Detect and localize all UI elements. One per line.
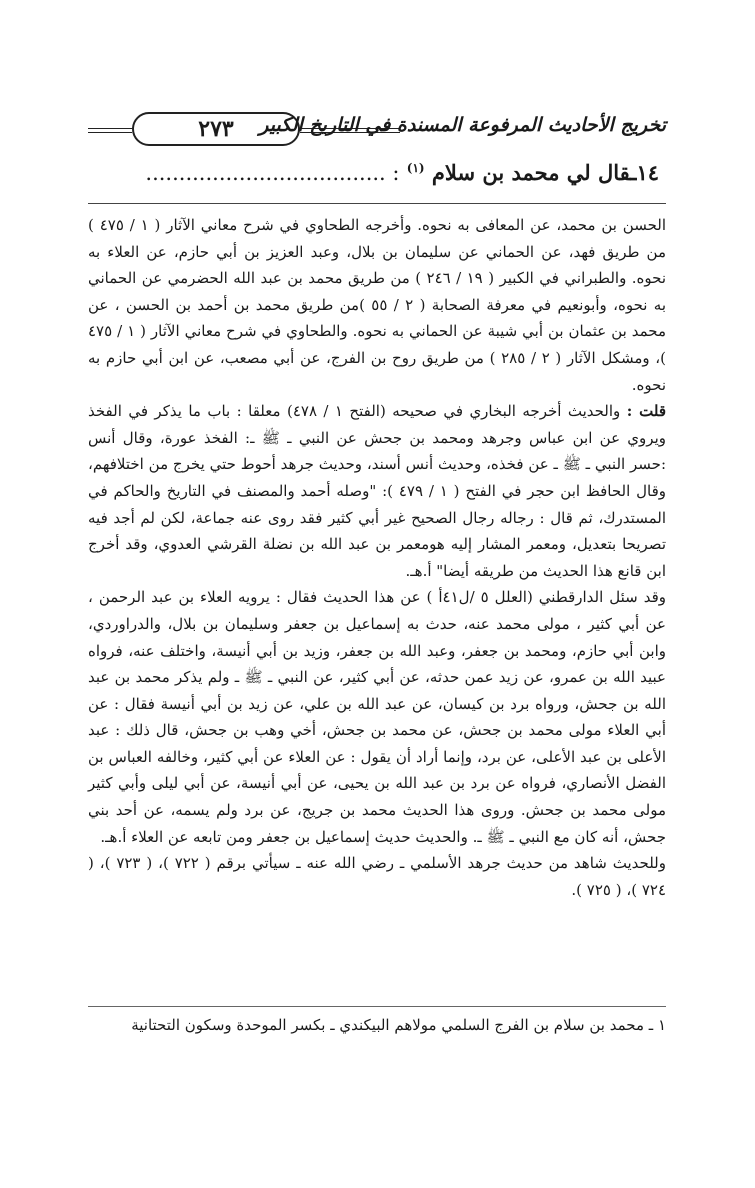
takhrij-body xyxy=(88,212,666,903)
paragraph-3: وقد سئل الدارقطني (العلل ٥ /ل٤١أ ) عن هذا الحديث فقال : يرويه العلاء بن عبد الرحمن ، عن أبي كثير ، مولى محمد عنه، حدث به إسماعيل بن جعفر وسليمان بن بلال، والدراوردي، وابن أبي حازم، ومحمد بن جعفر، وعبد الله بن جعفر، وزيد بن أبي أنيسة، واختلف عنه، فرواه عبيد الله بن عمرو، عن زيد عمن حدثه، عن أبي كثير، عن النبي ـ ﷺ ـ ولم يذكر محمد بن عبد الله بن جحش، ورواه برد بن كيسان، عن عبد الله بن علي، عن زيد بن أبي أنيسة فقال : عن أبي العلاء مولى محمد بن جحش، عن محمد بن جحش، أخي وهب بن جحش، قال ذلك : عبد الأعلى بن عبد الأعلى، عن برد، وإنما أراد أن يقول : عن العلاء عن أبي كثير، وخالفه العباس بن الفضل الأنصاري، فرواه عن برد بن عبد الله بن يحيى، عن أبي أنيسة، عن أبي ليلى وأبي كثير مولى محمد بن جحش. وروى هذا الحديث محمد بن جريج، عن برد ولم يسمه، عن أحد بني جحش، أنه كان مع النبي ـ ﷺ ـ. والحديث حديث إسماعيل بن جعفر ومن تابعه عن العلاء أ.هـ. xyxy=(88,588,666,846)
page-number: ٢٧٣ xyxy=(132,112,300,146)
heading-divider xyxy=(88,203,666,204)
book-title: تخريج الأحاديث المرفوعة المسندة في التاريخ الكبير xyxy=(259,114,666,136)
hadith-heading-text: ١٤ـقال لي محمد بن سلام xyxy=(431,160,659,185)
paragraph-2-text: والحديث أخرجه البخاري في صحيحه (الفتح ١ / ٤٧٨) معلقا : باب ما يذكر في الفخذ ويروي عن ابن عباس وجرهد ومحمد بن جحش عن النبي ـ ﷺ ـ: الفخذ عورة، وقال أنس :حسر النبي ـ ﷺ ـ عن فخذه، وحديث أنس أسند، وحديث جرهد أحوط حتي يخرج من اختلافهم، وقال الحافظ ابن حجر في الفتح ( ١ / ٤٧٩ ): "وصله أحمد والمصنف في التاريخ والحاكم في المستدرك، ثم قال : رجاله رجال الصحيح غير أبي كثير فقد روى عنه جماعة، لكن لم أجد فيه تصريحا بتعديل، ومعمر المشار إليه هومعمر بن عبد الله بن نضلة القرشي العدوي، وقد أخرج ابن قانع هذا الحديث من طريقه أيضا" أ.هـ. xyxy=(88,402,667,580)
footnote-rule xyxy=(88,1006,666,1007)
header-rule-left xyxy=(88,128,132,133)
running-header xyxy=(88,112,666,152)
qult-label: قلت : xyxy=(626,402,667,421)
hadith-heading xyxy=(99,160,659,185)
footnote-ref: (١) xyxy=(406,161,425,175)
footnote: ١ ـ محمد بن سلام بن الفرج السلمي مولاهم البيكندي ـ بكسر الموحدة وسكون التحتانية xyxy=(131,1016,666,1034)
heading-dots: : .................................... xyxy=(145,161,400,185)
paragraph-4: وللحديث شاهد من حديث جرهد الأسلمي ـ رضي الله عنه ـ سيأتي برقم ( ٧٢٢ )، ( ٧٢٣ )، ( ٧٢٤ )، ( ٧٢٥ ). xyxy=(88,854,666,899)
paragraph-2 xyxy=(88,398,666,584)
paragraph-1: الحسن بن محمد، عن المعافى به نحوه. وأخرجه الطحاوي في شرح معاني الآثار ( ١ / ٤٧٥ ) من طريق فهد، عن الحماني عن سليمان بن بلال، وعبد العزيز بن أبي حازم، عن العلاء به نحوه. والطبراني في الكبير ( ١٩ / ٢٤٦ ) من طريق محمد بن عبد الله الحضرمي عن الحماني به نحوه، وأبونعيم في معرفة الصحابة ( ٢ / ٥٥ )من طريق محمد بن أحمد بن الحسن ، عن محمد بن عثمان بن أبي شيبة عن الحماني به نحوه. والطحاوي في شرح معاني الآثار ( ١ / ٤٧٥ )، ومشكل الآثار ( ٢ / ٢٨٥ ) من طريق روح بن الفرج، عن أبي مصعب، عن ابن أبي حازم به نحوه. xyxy=(88,216,667,394)
